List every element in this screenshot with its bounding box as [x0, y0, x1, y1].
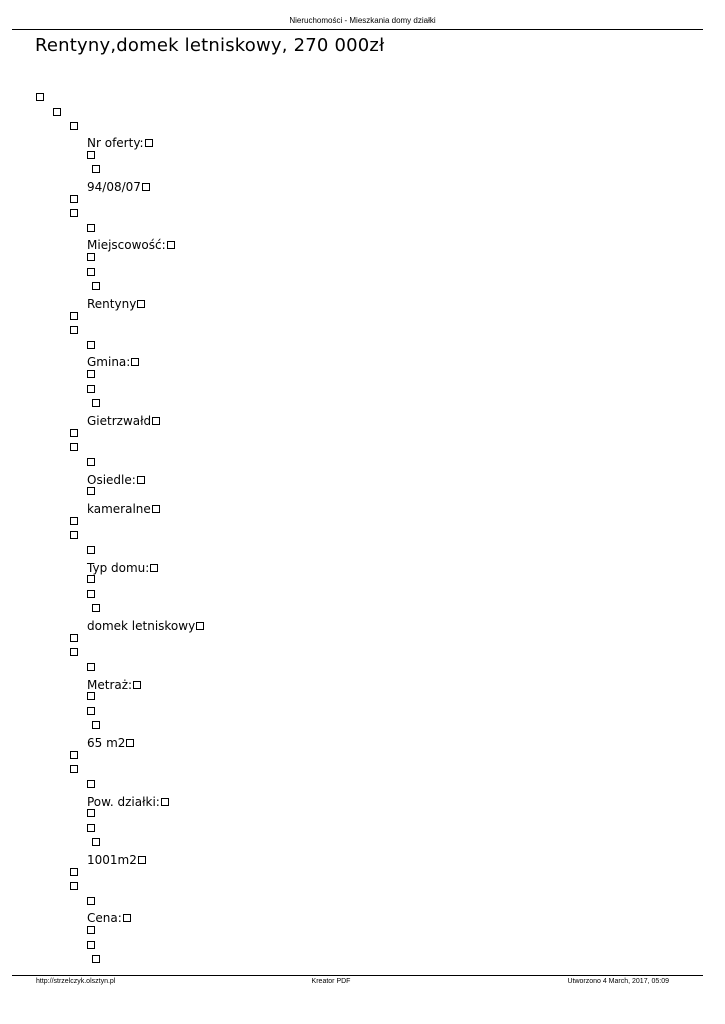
- placeholder-glyph: [70, 531, 78, 539]
- field-label-cena: Cena:: [87, 911, 131, 925]
- placeholder-glyph: [87, 692, 95, 700]
- placeholder-glyph: [87, 487, 95, 495]
- placeholder-glyph: [87, 926, 95, 934]
- placeholder-glyph: [70, 312, 78, 320]
- placeholder-glyph: [36, 93, 44, 101]
- document-header: Nieruchomości - Mieszkania domy działki: [289, 16, 436, 25]
- placeholder-glyph: [70, 517, 78, 525]
- placeholder-glyph: [92, 399, 100, 407]
- placeholder-glyph: [70, 326, 78, 334]
- placeholder-glyph: [92, 165, 100, 173]
- placeholder-glyph: [87, 385, 95, 393]
- placeholder-glyph: [87, 941, 95, 949]
- placeholder-glyph: [92, 721, 100, 729]
- placeholder-glyph: [70, 634, 78, 642]
- placeholder-glyph: [87, 809, 95, 817]
- placeholder-glyph: [87, 370, 95, 378]
- placeholder-glyph: [87, 780, 95, 788]
- footer-generator: Kreator PDF: [311, 978, 351, 985]
- placeholder-glyph: [87, 824, 95, 832]
- field-label-osiedle: Osiedle:: [87, 473, 145, 487]
- field-value-metraz: 65 m2: [87, 736, 134, 750]
- field-label-miejscowosc: Miejscowość:: [87, 238, 175, 252]
- placeholder-glyph: [70, 195, 78, 203]
- footer-divider: [12, 975, 703, 976]
- placeholder-glyph: [92, 955, 100, 963]
- placeholder-glyph: [87, 546, 95, 554]
- header-divider: [12, 29, 703, 30]
- field-label-nr-oferty: Nr oferty:: [87, 136, 153, 150]
- placeholder-glyph: [70, 751, 78, 759]
- footer-created-date: Utworzono 4 March, 2017, 05:09: [567, 978, 669, 985]
- placeholder-glyph: [87, 224, 95, 232]
- placeholder-glyph: [70, 882, 78, 890]
- placeholder-glyph: [70, 648, 78, 656]
- placeholder-glyph: [87, 575, 95, 583]
- placeholder-glyph: [92, 838, 100, 846]
- placeholder-glyph: [87, 590, 95, 598]
- placeholder-glyph: [87, 458, 95, 466]
- placeholder-glyph: [53, 108, 61, 116]
- field-label-gmina: Gmina:: [87, 355, 139, 369]
- field-label-typ-domu: Typ domu:: [87, 561, 158, 575]
- placeholder-glyph: [70, 209, 78, 217]
- placeholder-glyph: [70, 122, 78, 130]
- field-value-typ-domu: domek letniskowy: [87, 619, 204, 633]
- field-value-miejscowosc: Rentyny: [87, 297, 145, 311]
- placeholder-glyph: [87, 897, 95, 905]
- field-value-pow-dzialki: 1001m2: [87, 853, 146, 867]
- placeholder-glyph: [87, 268, 95, 276]
- placeholder-glyph: [70, 429, 78, 437]
- placeholder-glyph: [87, 341, 95, 349]
- footer-url-link[interactable]: http://strzelczyk.olsztyn.pl: [36, 978, 116, 985]
- placeholder-glyph: [70, 765, 78, 773]
- placeholder-glyph: [87, 707, 95, 715]
- placeholder-glyph: [87, 151, 95, 159]
- field-value-osiedle: kameralne: [87, 502, 160, 516]
- placeholder-glyph: [70, 868, 78, 876]
- field-label-pow-dzialki: Pow. działki:: [87, 795, 169, 809]
- field-label-metraz: Metraż:: [87, 678, 141, 692]
- placeholder-glyph: [92, 282, 100, 290]
- placeholder-glyph: [87, 253, 95, 261]
- field-value-gmina: Gietrzwałd: [87, 414, 160, 428]
- placeholder-glyph: [70, 443, 78, 451]
- field-value-nr-oferty: 94/08/07: [87, 180, 150, 194]
- placeholder-glyph: [92, 604, 100, 612]
- placeholder-glyph: [87, 663, 95, 671]
- page-title: Rentyny,domek letniskowy, 270 000zł: [35, 35, 385, 56]
